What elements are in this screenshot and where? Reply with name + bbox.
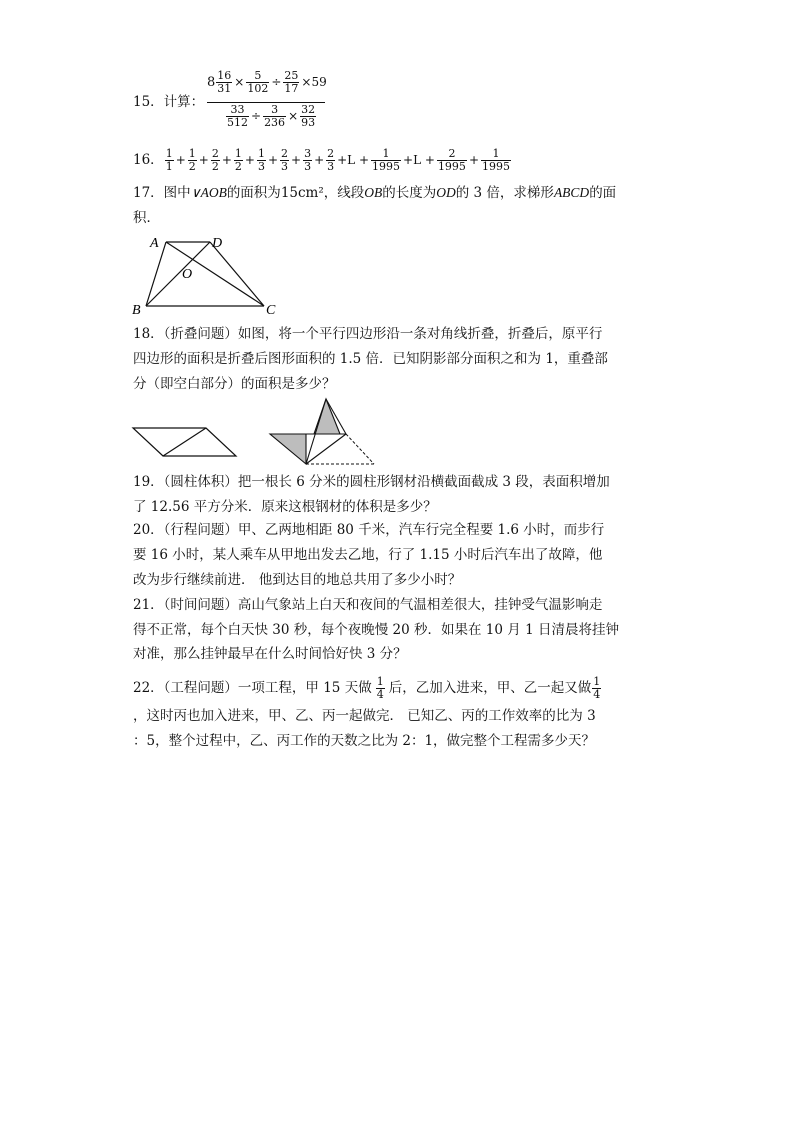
q16-terms [164, 147, 336, 173]
q16-op: + [221, 153, 232, 167]
q15-denominator [225, 104, 317, 129]
label-B: B [132, 303, 141, 318]
q20-line-1: 20．（行程问题）甲、乙两地相距 80 千米，汽车行完全程要 1.6 小时，而步行 [133, 522, 605, 538]
q15-whole: 8 [207, 75, 216, 90]
q16-op: + [175, 153, 186, 167]
q15-frac: $\frac{5}{102}$ [247, 69, 269, 95]
q16-frac: $\frac{1}{1995}$ [372, 147, 401, 173]
q15-op: ÷ [251, 108, 262, 123]
q16-op: + [468, 153, 479, 167]
q19-line-2: 了 12.56 平方分米．原来这根钢材的体积是多少？ [133, 499, 437, 515]
q16-ellipsis: +L + [403, 153, 435, 167]
folded-figure [266, 396, 378, 466]
q16-term: $\frac{3}{3}$ [304, 147, 312, 173]
q20-line-2: 要 16 小时，某人乘车从甲地出发去乙地，行了 1.15 小时后汽车出了故障，他 [133, 547, 603, 563]
q15-op: ÷ [271, 74, 282, 89]
q22-line-2: ，这时丙也加入进来，甲、乙、丙一起做完． 已知乙、丙的工作效率的比为 3 [133, 708, 596, 724]
q16-expression [133, 148, 512, 173]
dashed-right-edge [346, 434, 374, 464]
q16-label: 16． [133, 152, 164, 168]
trapezoid-figure [128, 230, 288, 318]
area-value: 15cm² [280, 185, 324, 201]
diagonal-ac [166, 242, 264, 306]
q16-op: + [291, 153, 302, 167]
q15-frac: $\frac{16}{31}$ [217, 69, 232, 95]
q16-frac: $\frac{1}{1995}$ [482, 147, 510, 173]
q15-frac: $\frac{25}{17}$ [284, 69, 299, 95]
q22-frac-1: $\frac{1}{4}$ [376, 675, 384, 701]
parallelogram-figure [130, 425, 240, 459]
label-O: O [182, 267, 193, 282]
q18-line-2: 四边形的面积是折叠后图形面积的 1.5 倍．已知阴影部分面积之和为 1，重叠部 [133, 351, 608, 367]
q17-line-2: 积． [133, 210, 160, 226]
label-D: D [212, 236, 223, 251]
q16-op: + [198, 153, 209, 167]
q16-term: $\frac{2}{3}$ [281, 147, 288, 173]
q16-op: + [314, 153, 325, 167]
q16-ellipsis: +L + [337, 153, 370, 167]
q22-line-3: ：5，整个过程中，乙、丙工作的天数之比为 2：1，做完整个工程需多少天？ [133, 733, 596, 749]
q19-line-1: 19．（圆柱体积）把一根长 6 分米的圆柱形钢材沿横截面截成 3 段，表面积增加 [133, 474, 610, 490]
q16-term: $\frac{1}{2}$ [188, 147, 196, 173]
q15-op: × [234, 74, 245, 89]
q22-line-1: 22．（工程问题）一项工程，甲 15 天做 $\frac{1}{4}$ 后，乙加入进来，甲、乙一起又做 $\frac{1}{4}$ [133, 675, 601, 701]
q15-frac: $\frac{33}{512}$ [227, 103, 248, 129]
q22-frac-2: $\frac{1}{4}$ [593, 675, 601, 701]
triangle-symbol: ∨AOB [190, 185, 227, 200]
q15-frac: $\frac{32}{93}$ [301, 103, 316, 129]
q16-op: + [267, 153, 278, 167]
q15-numerator [207, 70, 327, 95]
q16-term: $\frac{2}{2}$ [211, 147, 219, 173]
fold-lower-edge [306, 434, 346, 464]
q15-op: × [288, 108, 299, 123]
q16-frac: $\frac{2}{1995}$ [437, 147, 466, 173]
edge-dc [210, 242, 264, 306]
q16-term: $\frac{2}{3}$ [327, 147, 335, 173]
q15-frac: $\frac{3}{236}$ [264, 103, 286, 129]
q21-line-3: 对准，那么挂钟最早在什么时间恰好快 3 分？ [133, 646, 407, 662]
q15-label: 15．计算： [133, 94, 205, 110]
parallelogram-diagonal [163, 428, 206, 456]
q16-op: + [244, 153, 255, 167]
shaded-region-left [270, 434, 306, 464]
q16-term: $\frac{1}{3}$ [257, 147, 265, 173]
q21-line-2: 得不正常，每个白天快 30 秒，每个夜晚慢 20 秒．如果在 10 月 1 日清晨将挂钟 [133, 622, 619, 638]
label-C: C [266, 303, 276, 318]
q17-line-1: 17．图中∨AOB的面积为15cm²，线段OB的长度为OD的 3 倍，求梯形ABCD的面 [133, 185, 617, 201]
q16-term: $\frac{1}{2}$ [234, 147, 242, 173]
label-A: A [150, 236, 159, 251]
q21-line-1: 21．（时间问题）高山气象站上白天和夜间的气温相差很大，挂钟受气温影响走 [133, 597, 603, 613]
q18-line-3: 分（即空白部分）的面积是多少？ [133, 376, 336, 392]
q15-op: ×59 [301, 74, 327, 89]
q20-line-3: 改为步行继续前进． 他到达目的地总共用了多少小时？ [133, 572, 462, 588]
q18-line-1: 18．（折叠问题）如图，将一个平行四边形沿一条对角线折叠，折叠后，原平行 [133, 326, 603, 342]
q16-term: $\frac{1}{1}$ [165, 147, 173, 173]
